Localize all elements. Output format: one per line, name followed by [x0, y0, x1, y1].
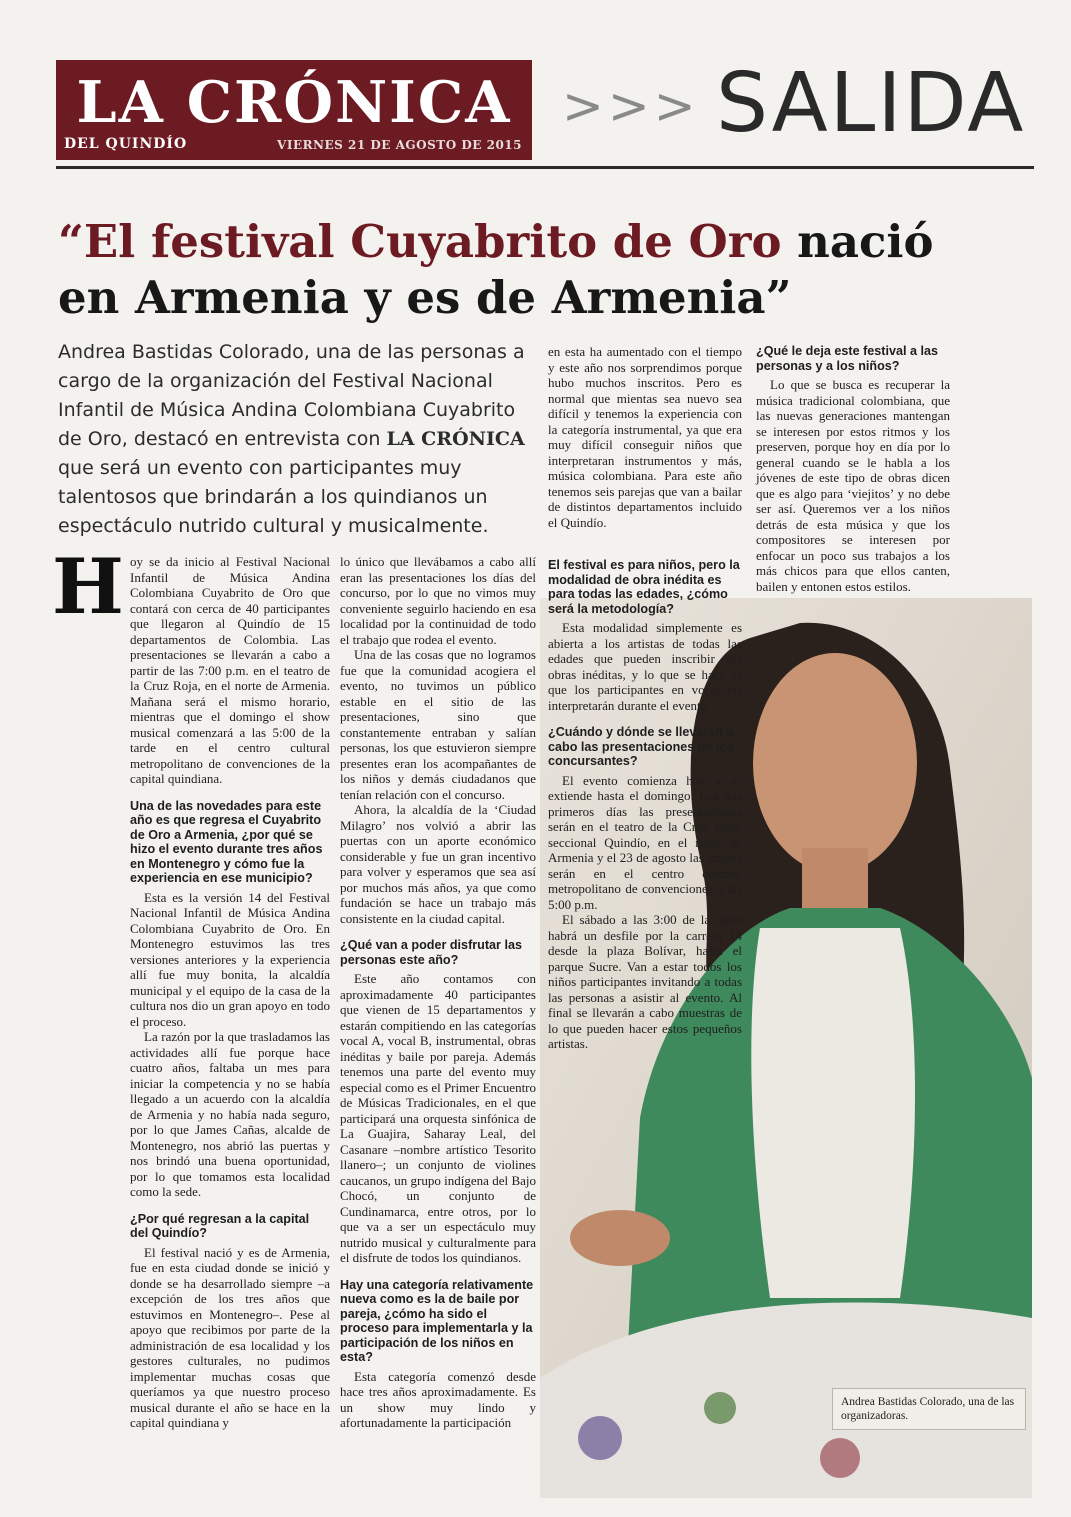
section-title: SALIDA — [716, 56, 1026, 151]
article-paragraph: Una de las cosas que no logramos fue que la comunidad acogiera el evento, no tuvimos un público estable en el sitio de las presentaciones, sino que constantemente entraban y salían personas, los que estuvieron siempre presentes eran los acompañantes de los niños y demás ciudadanos que tenían relación con el concurso. — [340, 647, 536, 802]
article-paragraph: Esta modalidad simplemente es abierta a los artistas de todas las edades que pueden inscribir sus obras inéditas, y lo que se hace es que los participantes en vocal las interpretarán durante el evento. — [548, 620, 742, 713]
headline-line2: en Armenia y es de Armenia” — [58, 271, 792, 324]
interview-question: El festival es para niños, pero la modalidad de obra inédita es para todas las edades, ¿cómo será la metodología? — [548, 558, 740, 616]
lead-text-before: Andrea Bastidas Colorado, una de las personas a cargo de la organización del Festival Nacional Infantil de Música Andina Colombiana Cuyabrito de Oro, destacó en entrevista con — [58, 341, 525, 450]
interview-question: ¿Qué van a poder disfrutar las personas este año? — [340, 938, 522, 967]
article-paragraph: en esta ha aumentado con el tiempo y este año nos sorprendimos porque hubo muchos inscritos. Pero es normal que mientas sea nuevo sea difícil y tenemos la experiencia con la categoría instrumental, ya que era muy difícil conseguir niños que interpretaran instrumentos y más, música colombiana. Para este año tenemos seis parejas que van a bailar de distintos departamentos incluido el Quindío. — [548, 344, 742, 530]
article-paragraph: Ahora, la alcaldía de la ‘Ciudad Milagro’ nos volvió a abrir las puertas con un aporte económico considerable y fue un gran incentivo para volver y esperamos que sea así por muchos más años, ya que como fundación se hace un trabajo más consistente en la ciudad capital. — [340, 802, 536, 926]
article-paragraph — [52, 542, 330, 787]
article-paragraph: El evento comienza hoy y se extiende hasta el domingo. Los dos primeros días las presentaciones serán en el teatro de la Cruz Roja, seccional Quindío, en el norte de Armenia y el 23 de agosto las finales serán en el centro cultural metropolitano de convenciones a las 5:00 p.m. — [548, 772, 742, 912]
article-paragraph: El festival nació y es de Armenia, fue en esta ciudad donde se inició y donde se ha desarrollado siempre –a excepción de los tres años que estuvimos en Montenegro–. Pese al apoyo que recibimos por parte de la administración de esa localidad y los gestores culturales, no pudimos implementar muchas cosas que queríamos ya que nuestro proceso musical durante el año se hace en la capital quindiana y — [130, 1244, 330, 1430]
article-column-2 — [340, 554, 536, 1431]
interview-question: ¿Por qué regresan a la capital del Quindío? — [130, 1211, 310, 1240]
article-column-4 — [756, 344, 950, 594]
article-column-1 — [52, 542, 330, 1431]
interview-question: ¿Cuándo y dónde se llevarán a cabo las presentaciones de los concursantes? — [548, 725, 735, 768]
photo-caption: Andrea Bastidas Colorado, una de las organizadoras. — [832, 1388, 1026, 1430]
masthead-divider — [56, 166, 1034, 169]
article-paragraph: La razón por la que trasladamos las actividades allí fue porque hace cuatro años, faltaba un mes para iniciar la competencia y no se había llegado a un acuerdo con la alcaldía de Armenia y no había nada seguro, por lo que James Cañas, alcalde de Montenegro, nos abrió las puertas y nos brindó una buena oportunidad, por lo que tomamos esta localidad como la sede. — [130, 1029, 330, 1199]
newspaper-name: LA CRÓNICA — [76, 69, 512, 136]
article-paragraph: lo único que llevábamos a cabo allí eran las presentaciones los días del concurso, por lo que no vimos muy conveniente seguirlo haciendo en esa localidad por la continuidad de todo el trabajo que rodea el evento. — [340, 554, 536, 647]
lead-paragraph — [58, 338, 536, 541]
paragraph-text: oy se da inicio al Festival Nacional Infantil de Música Andina Colombiana Cuyabrito de Oro que contará con cerca de 40 participantes que llegaron al Quindío de 15 departamentos de Colombia. Las presentaciones se llevarán a cabo a partir de las 7:00 p.m. en el teatro de la Cruz Roja, en el norte de Armenia. Mañana será el mismo horario, mientras que el domingo el show musical comenzará a las 5:00 de la tarde en el centro cultural metropolitano de convenciones de la capital quindiana. — [130, 554, 330, 786]
article-paragraph: El sábado a las 3:00 de la tarde habrá un desfile por la carrera 14 desde la plaza Bolívar, hasta el parque Sucre. Van a estar todos los niños participantes invitando a todas las personas a asistir al evento. Al final se llevarán a cabo muestras de lo que pueden hacer estos pequeños artistas. — [548, 912, 742, 1051]
article-paragraph: Este año contamos con aproximadamente 40 participantes que vienen de 15 departamentos y estarán compitiendo en las categorías vocal A, vocal B, instrumental, obras inéditas y baile por pareja. Además tenemos una parte del evento muy especial como es el Primer Encuentro de Músicas Tradicionales, en el que participará una orquesta sinfónica de La Guajira, Saharay Leal, del Casanare –nombre artístico Tesorito llanero–; un conjunto de violines caucanos, un grupo indígena del Bajo Chocó, un conjunto de Cundinamarca, entre otros, por lo que va a ser un espectáculo muy nutrido musical y culturalmente para el disfrute de todos los quindianos. — [340, 971, 537, 1265]
headline — [58, 214, 1048, 326]
issue-date: VIERNES 21 DE AGOSTO DE 2015 — [277, 138, 522, 152]
section-arrows: >>> — [562, 77, 700, 135]
interview-question: ¿Qué le deja este festival a las personas y a los niños? — [756, 344, 939, 373]
interview-question: Una de las novedades para este año es que regresa el Cuyabrito de Oro a Armenia, ¿por qué se hizo el evento durante tres años en Montenegro y cómo fue la experiencia en ese municipio? — [130, 798, 323, 885]
lead-newspaper-name: LA CRÓNICA — [386, 428, 525, 450]
article-paragraph: Lo que se busca es recuperar la música tradicional colombiana, que las nuevas generaciones mantengan se interesen por estos ritmos y los preserven, porque hoy en día por lo general cuando se le habla a los jóvenes de este tipo de obras dicen que es algo para ‘viejitos’ y no debe ser así. Queremos ver a los niños detrás de esta música y que los compositores se interesen por enfocar un poco sus trabajos a los más chicos para que ellos canten, bailen y entonen estos estilos. — [756, 377, 950, 594]
masthead-logo — [56, 60, 532, 160]
article-column-5 — [548, 558, 742, 1052]
lead-text-after: que será un evento con participantes muy talentosos que brindarán a los quindianos un espectáculo nutrido cultural y musicalmente. — [58, 457, 489, 537]
article-paragraph: Esta es la versión 14 del Festival Nacional Infantil de Música Andina Colombiana Cuyabrito de Oro. En Montenegro estuvimos las tres versiones anteriores y la experiencia allí fue muy bonita, la alcaldía municipal y el equipo de la casa de la cultura nos dio un gran apoyo en todo el proceso. — [130, 889, 330, 1029]
article-column-3 — [548, 344, 742, 530]
interview-question: Hay una categoría relativamente nueva como es la de baile por pareja, ¿cómo ha sido el proceso para implementarla y la participación de los niños en esta? — [340, 1277, 534, 1364]
headline-rest: nació — [781, 215, 934, 268]
headline-accent: “El festival Cuyabrito de Oro — [58, 215, 782, 268]
article-paragraph: Esta categoría comenzó desde hace tres años aproximadamente. Es un show muy lindo y afortunadamente la participación — [340, 1368, 536, 1430]
newspaper-subtitle: DEL QUINDÍO — [64, 136, 188, 152]
drop-cap: H — [52, 542, 124, 631]
